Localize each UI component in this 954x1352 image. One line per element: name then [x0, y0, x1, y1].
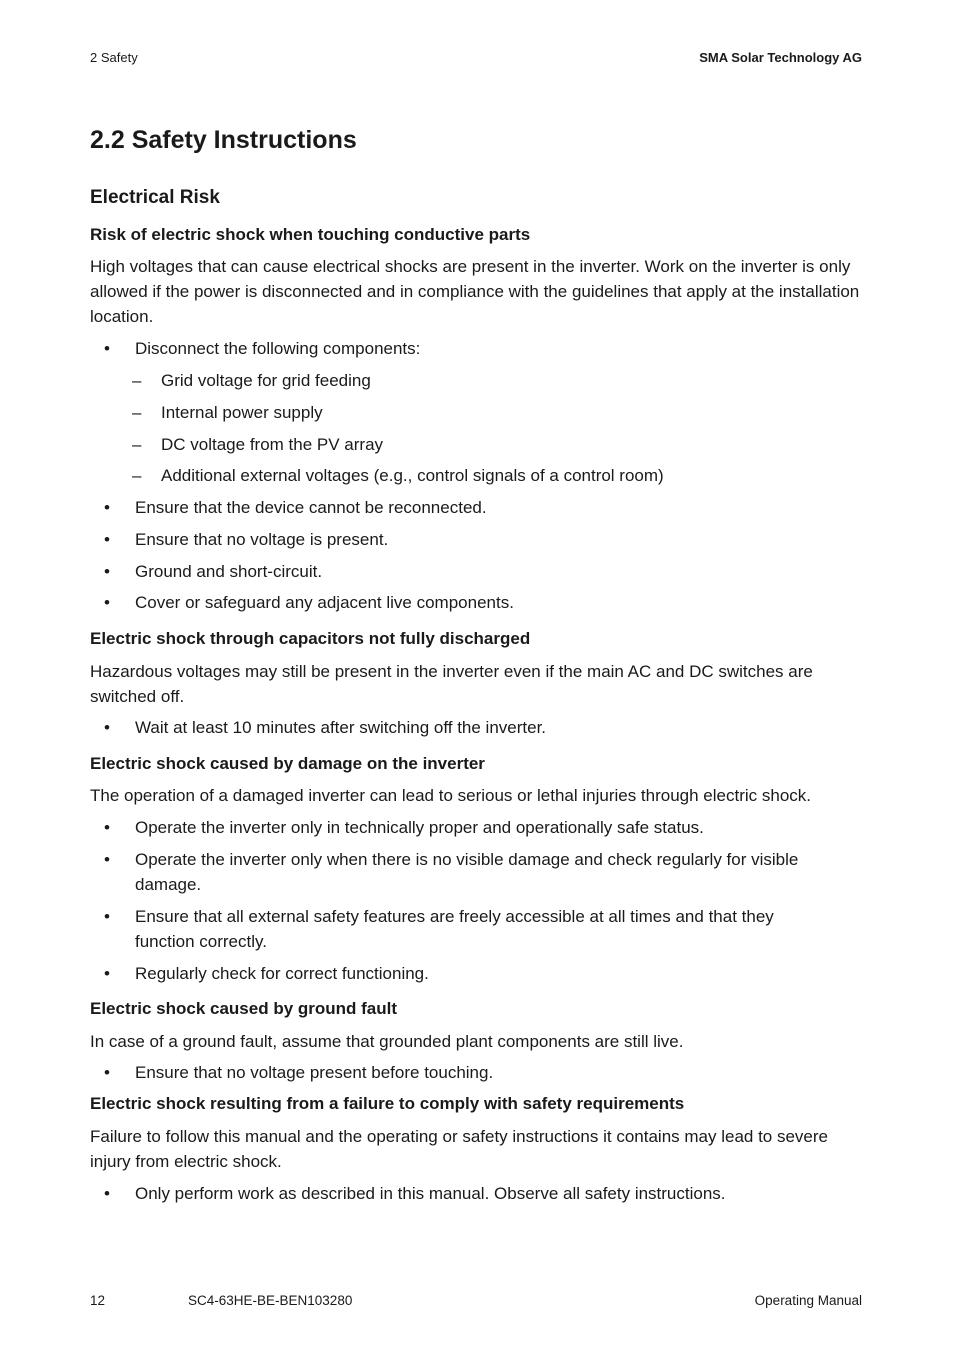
block-text: In case of a ground fault, assume that grounded plant components are still live. [90, 1032, 684, 1051]
bullet-item [104, 590, 834, 615]
bullet-mark: • [104, 850, 110, 869]
bullet-mark: • [104, 1184, 110, 1203]
block-text: Hazardous voltages may still be present in the inverter even if the main AC and DC switches are switched off. [90, 662, 813, 706]
bullet-item [104, 904, 834, 954]
bullet-item [104, 527, 834, 552]
footer-doc-type: Operating Manual [754, 1293, 862, 1308]
header-company: SMA Solar Technology AG [699, 50, 862, 65]
block-title: Electric shock caused by ground fault [90, 999, 398, 1018]
block-text: Failure to follow this manual and the operating or safety instructions it contains may lead to severe injury from electric shock. [90, 1127, 828, 1171]
header-chapter: 2 Safety [90, 50, 138, 65]
bullet-mark: • [104, 818, 110, 837]
bullet-mark: • [104, 498, 110, 517]
bullet-item [104, 1181, 834, 1206]
bullet-item [104, 495, 834, 520]
bullet-text: Disconnect the following components: [135, 339, 421, 358]
section-title: 2.2 Safety Instructions [90, 126, 357, 154]
bullet-mark: • [104, 339, 110, 358]
dash-item [132, 400, 832, 425]
bullet-text: Ground and short-circuit. [135, 562, 323, 581]
footer-page-number: 12 [90, 1293, 106, 1308]
dash-text: Grid voltage for grid feeding [161, 371, 371, 390]
dash-text: Internal power supply [161, 403, 323, 422]
bullet-item [104, 847, 834, 897]
bullet-item [104, 336, 834, 361]
bullet-item [104, 1060, 834, 1085]
bullet-text: Ensure that the device cannot be reconnected. [135, 498, 487, 517]
bullet-item [104, 559, 834, 584]
block-title: Electric shock caused by damage on the inverter [90, 754, 485, 773]
bullet-mark: • [104, 964, 110, 983]
bullet-text: Operate the inverter only in technically proper and operationally safe status. [135, 818, 704, 837]
dash-text: Additional external voltages (e.g., control signals of a control room) [161, 466, 664, 485]
dash-item [132, 463, 832, 488]
bullet-item [104, 715, 834, 740]
dash-mark: – [132, 371, 142, 390]
bullet-text: Operate the inverter only when there is no visible damage and check regularly for visible damage. [135, 850, 799, 894]
dash-item [132, 432, 832, 457]
bullet-text: Regularly check for correct functioning. [135, 964, 429, 983]
block-text: The operation of a damaged inverter can lead to serious or lethal injuries through electric shock. [90, 786, 812, 805]
page-content [90, 122, 866, 1203]
bullet-item [104, 815, 834, 840]
bullet-mark: • [104, 562, 110, 581]
bullet-item [104, 961, 834, 986]
subsection-title: Electrical Risk [90, 187, 220, 208]
bullet-text: Ensure that all external safety features are freely accessible at all times and that they function correctly. [135, 907, 774, 951]
bullet-mark: • [104, 530, 110, 549]
bullet-mark: • [104, 718, 110, 737]
bullet-mark: • [104, 593, 110, 612]
dash-text: DC voltage from the PV array [161, 435, 384, 454]
bullet-text: Cover or safeguard any adjacent live components. [135, 593, 514, 612]
bullet-mark: • [104, 1063, 110, 1082]
dash-mark: – [132, 466, 142, 485]
bullet-text: Only perform work as described in this manual. Observe all safety instructions. [135, 1184, 726, 1203]
dash-mark: – [132, 403, 142, 422]
footer-doc-id: SC4-63HE-BE-BEN103280 [188, 1293, 353, 1308]
bullet-text: Ensure that no voltage present before touching. [135, 1063, 494, 1082]
dash-item [132, 368, 832, 393]
block-title: Electric shock through capacitors not fully discharged [90, 629, 531, 648]
bullet-mark: • [104, 907, 110, 926]
dash-mark: – [132, 435, 142, 454]
block-title: Electric shock resulting from a failure to comply with safety requirements [90, 1094, 685, 1113]
bullet-text: Wait at least 10 minutes after switching off the inverter. [135, 718, 547, 737]
block-title: Risk of electric shock when touching conductive parts [90, 225, 531, 244]
block-text: High voltages that can cause electrical shocks are present in the inverter. Work on the inverter is only allowed if the power is disconnected and in compliance with the guidelines that apply at the installation location. [90, 257, 860, 326]
bullet-text: Ensure that no voltage is present. [135, 530, 389, 549]
